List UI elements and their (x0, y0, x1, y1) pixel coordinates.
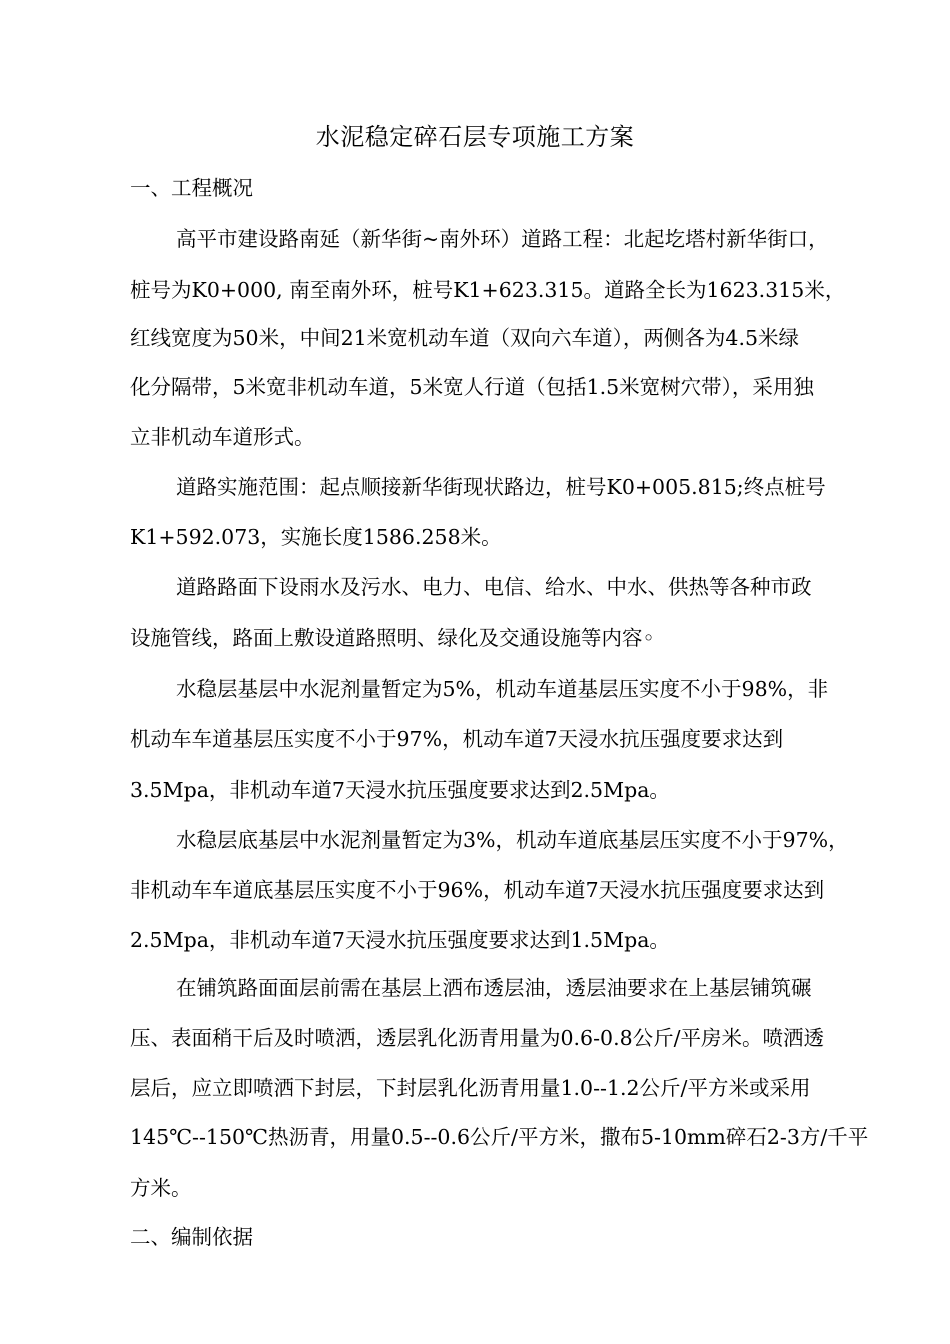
paragraph-line: 桩号为K0+000, 南至南外环，桩号K1+623.315。道路全长为1623.315米， (130, 278, 846, 302)
paragraph-line: 水稳层底基层中水泥剂量暂定为3%，机动车道底基层压实度不小于97%， (176, 828, 849, 852)
section-heading-overview: 一、工程概况 (130, 176, 253, 200)
paragraph-line: 方米。 (130, 1176, 192, 1200)
document-title: 水泥稳定碎石层专项施工方案 (315, 123, 635, 151)
paragraph-line: K1+592.073，实施长度1586.258米。 (130, 525, 502, 549)
paragraph-line: 道路实施范围：起点顺接新华街现状路边，桩号K0+005.815;终点桩号 (176, 475, 826, 499)
paragraph-line: 层后，应立即喷洒下封层，下封层乳化沥青用量1.0--1.2公斤/平方米或采用 (130, 1076, 811, 1100)
section-heading-basis: 二、编制依据 (130, 1225, 253, 1249)
paragraph-line: 非机动车车道底基层压实度不小于96%，机动车道7天浸水抗压强度要求达到 (130, 878, 825, 902)
paragraph-line: 立非机动车道形式。 (130, 425, 315, 449)
paragraph-line: 机动车车道基层压实度不小于97%，机动车道7天浸水抗压强度要求达到 (130, 727, 784, 751)
paragraph-line: 2.5Mpa，非机动车道7天浸水抗压强度要求达到1.5Mpa。 (130, 928, 670, 952)
paragraph-line: 145℃--150℃热沥青，用量0.5--0.6公斤/平方米，撒布5-10mm碎石2-3方/千平 (130, 1125, 869, 1149)
paragraph-line: 水稳层基层中水泥剂量暂定为5%，机动车道基层压实度不小于98%，非 (176, 677, 829, 701)
paragraph-line: 压、表面稍干后及时喷洒，透层乳化沥青用量为0.6-0.8公斤/平房米。喷洒透 (130, 1026, 825, 1050)
paragraph-line: 红线宽度为50米，中间21米宽机动车道（双向六车道），两侧各为4.5米绿 (130, 326, 800, 350)
paragraph-line: 设施管线，路面上敷设道路照明、绿化及交通设施等内容◦ (130, 626, 655, 650)
paragraph-line: 在铺筑路面面层前需在基层上洒布透层油，透层油要求在上基层铺筑碾 (176, 976, 812, 1000)
paragraph-line: 道路路面下设雨水及污水、电力、电信、给水、中水、供热等各种市政 (176, 575, 812, 599)
paragraph-line: 化分隔带，5米宽非机动车道，5米宽人行道（包括1.5米宽树穴带），采用独 (130, 375, 814, 399)
paragraph-line: 高平市建设路南延（新华街~南外环）道路工程：北起圪塔村新华街口， (176, 227, 829, 251)
paragraph-line: 3.5Mpa，非机动车道7天浸水抗压强度要求达到2.5Mpa。 (130, 778, 670, 802)
